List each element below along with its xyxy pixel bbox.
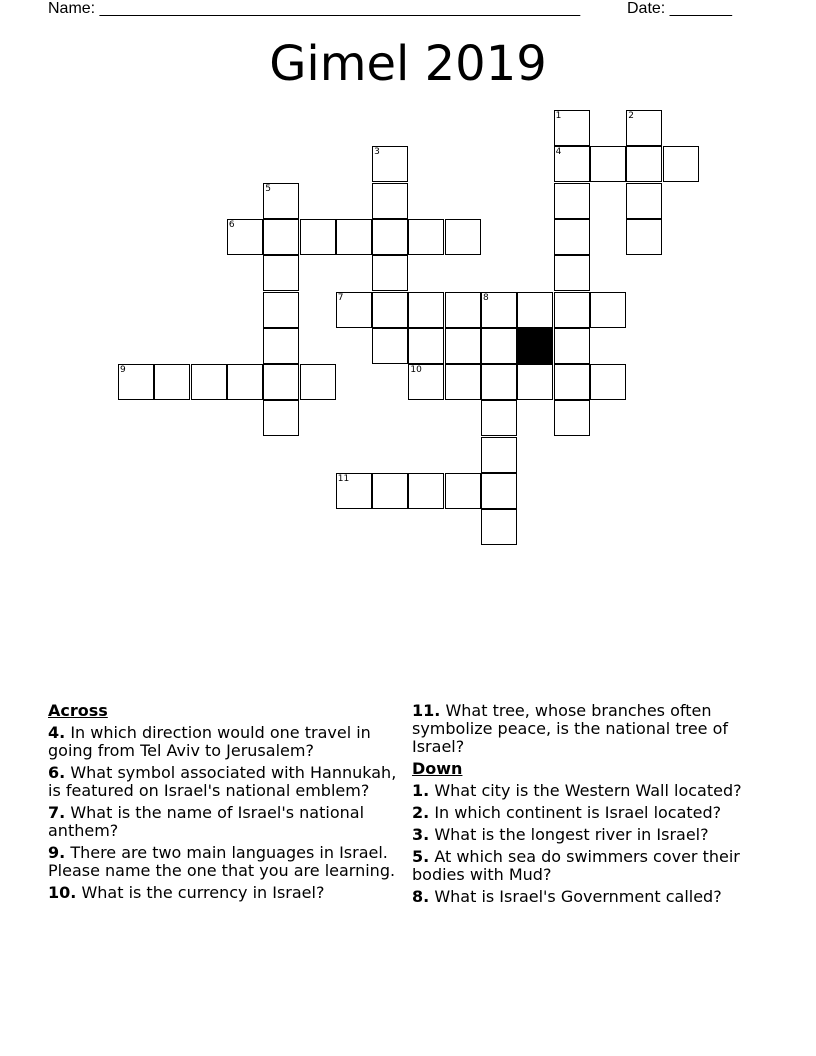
clue-across-10 [48,884,408,902]
crossword-cell[interactable] [481,328,517,364]
clue-across-9 [48,844,408,880]
clue-text: What city is the Western Wall located? [434,781,742,800]
crossword-cell[interactable] [372,255,408,291]
clue-across-11 [412,702,772,756]
clue-across-4 [48,724,408,760]
cell-number: 10 [410,365,422,376]
clues-right-column [412,702,772,910]
crossword-cell[interactable] [590,146,626,182]
crossword-cell[interactable] [263,364,299,400]
date-line: Date: _______ [627,0,732,17]
crossword-cell[interactable] [554,110,590,146]
clue-down-5 [412,848,772,884]
clue-text: What symbol associated with Hannukah, is featured on Israel's national emblem? [48,763,397,800]
cell-number: 11 [337,474,350,484]
clue-text: At which sea do swimmers cover their bodies with Mud? [412,847,740,884]
crossword-cell[interactable] [590,364,626,400]
crossword-cell[interactable] [263,255,299,291]
clue-down-8 [412,888,772,906]
crossword-cell[interactable] [227,364,263,400]
crossword-cell[interactable] [408,292,444,328]
crossword-cell[interactable] [481,437,517,473]
clues-left-column [48,702,408,906]
crossword-cell[interactable] [154,364,190,400]
crossword-cell[interactable] [626,219,662,255]
crossword-cell[interactable] [372,146,408,182]
crossword-cell[interactable] [554,146,590,182]
cell-number: 1 [555,111,562,121]
crossword-cell[interactable] [372,219,408,255]
clue-number: 2. [412,803,430,822]
clue-number: 11. [412,701,441,720]
crossword-cell[interactable] [554,364,590,400]
cell-number: 5 [265,183,271,194]
across-heading: Across [48,701,108,720]
cell-number: 4 [555,147,562,158]
crossword-cell[interactable] [372,328,408,364]
clue-text: What is the name of Israel's national anthem? [48,803,365,840]
clue-number: 10. [48,883,77,902]
crossword-cell[interactable] [118,364,154,400]
crossword-cell[interactable] [372,473,408,509]
crossword-block [517,328,553,364]
crossword-cell[interactable] [336,292,372,328]
crossword-cell[interactable] [372,292,408,328]
crossword-cell[interactable] [590,292,626,328]
crossword-cell[interactable] [481,400,517,436]
cell-number: 7 [337,292,344,303]
crossword-cell[interactable] [445,473,481,509]
clue-number: 9. [48,843,66,862]
crossword-cell[interactable] [263,292,299,328]
clue-across-7 [48,804,408,840]
crossword-cell[interactable] [517,364,553,400]
crossword-cell[interactable] [626,146,662,182]
crossword-cell[interactable] [626,183,662,219]
crossword-cell[interactable] [481,473,517,509]
clue-text: What is Israel's Government called? [434,887,722,906]
clue-number: 5. [412,847,430,866]
crossword-cell[interactable] [408,328,444,364]
crossword-cell[interactable] [263,183,299,219]
crossword-cell[interactable] [481,364,517,400]
name-line: Name: ______________________________________________________ [48,0,581,17]
crossword-cell[interactable] [445,328,481,364]
crossword-cell[interactable] [263,219,299,255]
crossword-cell[interactable] [336,219,372,255]
crossword-cell[interactable] [445,219,481,255]
clue-text: In which direction would one travel in going from Tel Aviv to Jerusalem? [48,723,371,760]
clue-down-1 [412,782,772,800]
clue-number: 1. [412,781,430,800]
cell-number: 9 [120,365,126,376]
crossword-cell[interactable] [481,509,517,545]
clue-number: 8. [412,887,430,906]
crossword-cell[interactable] [372,183,408,219]
clue-down-3 [412,826,772,844]
crossword-cell[interactable] [191,364,227,400]
crossword-cell[interactable] [554,255,590,291]
crossword-cell[interactable] [445,364,481,400]
crossword-cell[interactable] [300,219,336,255]
crossword-cell[interactable] [263,328,299,364]
crossword-cell[interactable] [408,473,444,509]
clue-text: In which continent is Israel located? [434,803,722,822]
crossword-cell[interactable] [445,292,481,328]
crossword-cell[interactable] [554,183,590,219]
clue-text: What is the longest river in Israel? [434,825,709,844]
down-heading: Down [412,759,463,778]
crossword-cell[interactable] [300,364,336,400]
crossword-cell[interactable] [517,292,553,328]
cell-number: 2 [628,111,634,121]
clue-text: There are two main languages in Israel. Please name the one that you are learning. [48,843,396,880]
clue-number: 7. [48,803,66,822]
crossword-cell[interactable] [408,364,444,400]
crossword-cell[interactable] [663,146,699,182]
clue-number: 4. [48,723,66,742]
clue-number: 3. [412,825,430,844]
clue-text: What tree, whose branches often symbolize peace, is the national tree of Israel? [412,701,729,756]
crossword-cell[interactable] [227,219,263,255]
clue-text: What is the currency in Israel? [81,883,325,902]
cell-number: 6 [228,219,235,230]
crossword-cell[interactable] [626,110,662,146]
crossword-cell[interactable] [554,400,590,436]
crossword-cell[interactable] [554,328,590,364]
page-title: Gimel 2019 [269,36,547,92]
cell-number: 8 [483,292,489,303]
crossword-cell[interactable] [408,219,444,255]
cell-number: 3 [374,147,380,158]
clue-down-2 [412,804,772,822]
crossword-cell[interactable] [263,400,299,436]
crossword-cell[interactable] [336,473,372,509]
clue-number: 6. [48,763,66,782]
crossword-cell[interactable] [554,219,590,255]
crossword-cell[interactable] [481,292,517,328]
crossword-cell[interactable] [554,292,590,328]
clue-across-6 [48,764,408,800]
